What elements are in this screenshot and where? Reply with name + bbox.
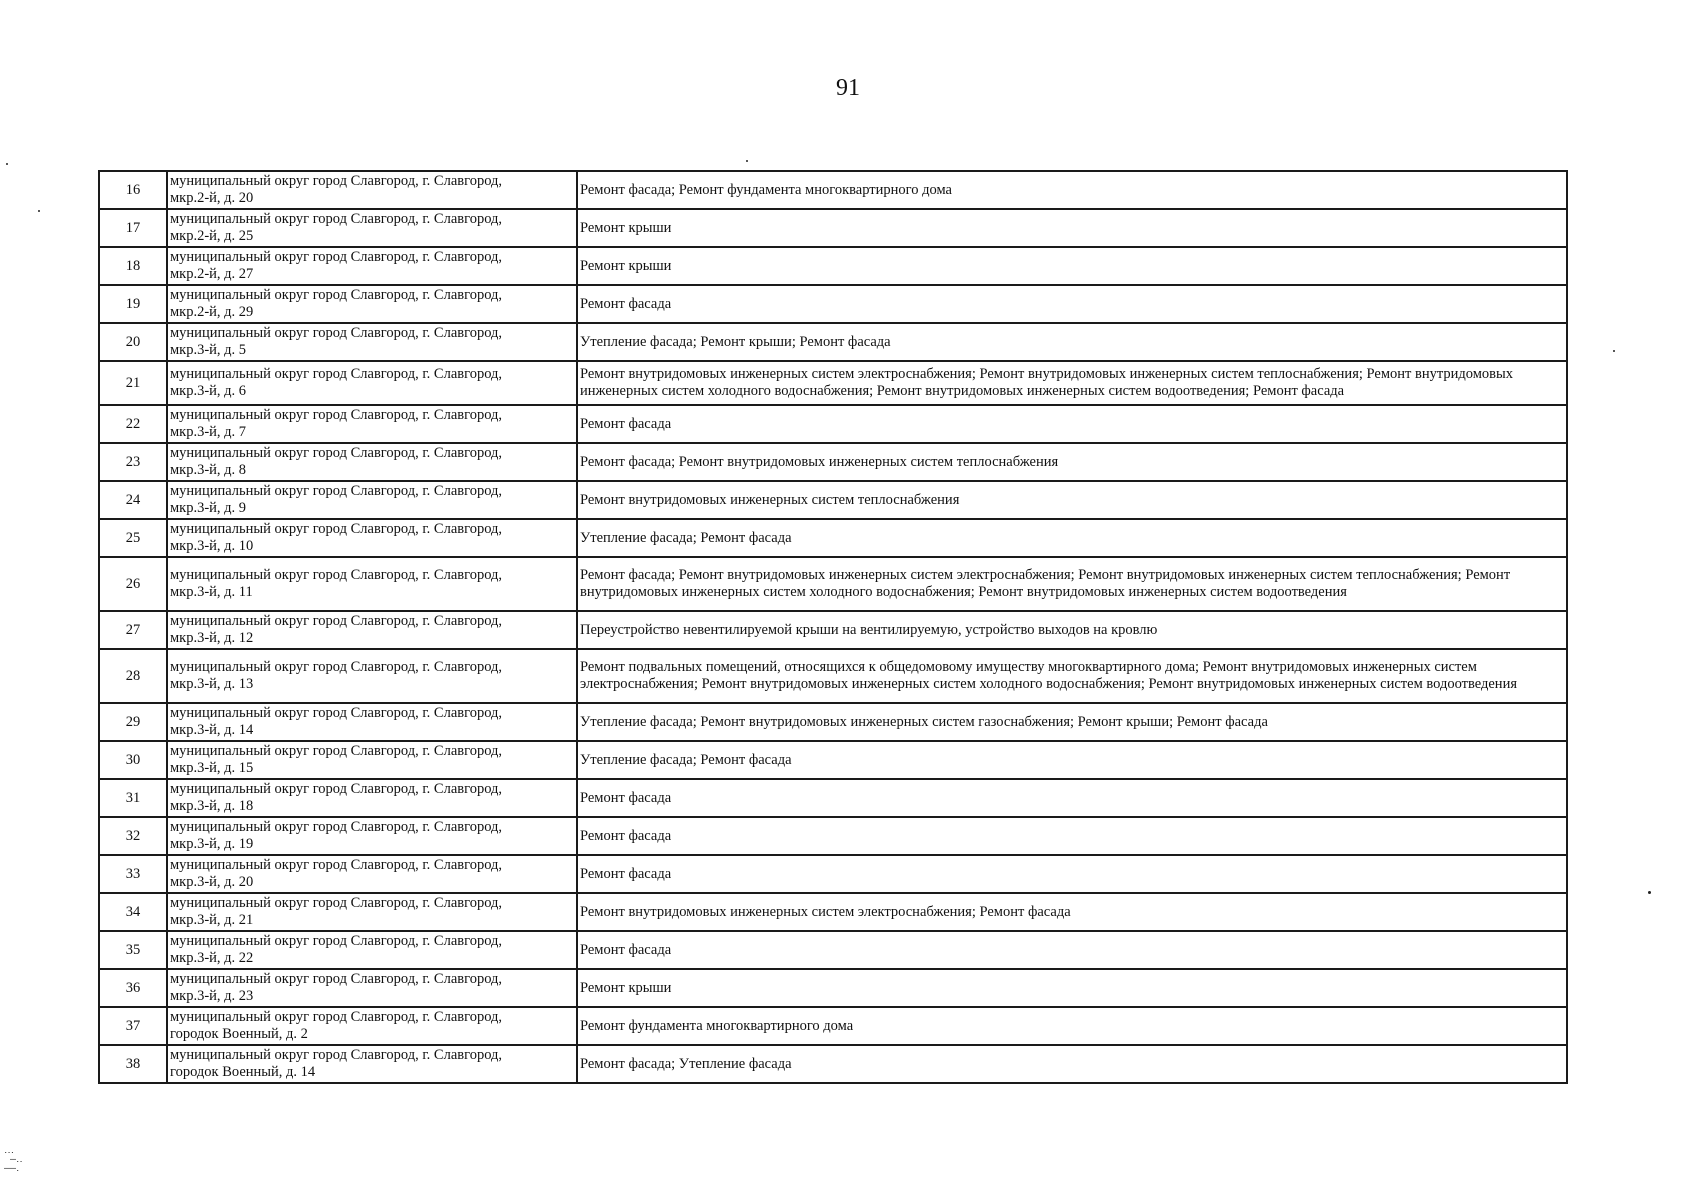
work-types-cell: Ремонт фасада [577,855,1567,893]
page-number: 91 [836,75,860,101]
address-line-municipality: муниципальный округ город Славгород, г. Славгород, [170,366,503,382]
table-row [99,443,1567,481]
address-line-municipality: муниципальный округ город Славгород, г. Славгород, [170,933,503,949]
table-row [99,893,1567,931]
row-number: 36 [99,969,167,1007]
table-row [99,741,1567,779]
address-cell [167,1007,577,1045]
address-cell [167,779,577,817]
table-row [99,649,1567,703]
address-line-municipality: муниципальный округ город Славгород, г. Славгород, [170,567,503,583]
row-number: 19 [99,285,167,323]
address-cell [167,247,577,285]
address-line-building: мкр.3-й, д. 6 [170,383,247,399]
row-number: 31 [99,779,167,817]
scan-speck [1648,891,1651,894]
row-number: 24 [99,481,167,519]
table-row [99,481,1567,519]
address-cell [167,611,577,649]
work-types-cell: Ремонт фасада; Утепление фасада [577,1045,1567,1083]
table-row [99,519,1567,557]
row-number: 23 [99,443,167,481]
address-cell [167,405,577,443]
address-line-municipality: муниципальный округ город Славгород, г. Славгород, [170,781,503,797]
row-number: 16 [99,171,167,209]
work-types-cell: Ремонт фасада [577,285,1567,323]
address-cell [167,855,577,893]
row-number: 38 [99,1045,167,1083]
row-number: 21 [99,361,167,405]
address-cell [167,649,577,703]
row-number: 22 [99,405,167,443]
row-number: 35 [99,931,167,969]
address-line-municipality: муниципальный округ город Славгород, г. Славгород, [170,325,503,341]
work-types-cell: Переустройство невентилируемой крыши на вентилируемую, устройство выходов на кровлю [577,611,1567,649]
table-row [99,779,1567,817]
address-cell [167,741,577,779]
address-cell [167,443,577,481]
address-cell [167,703,577,741]
row-number: 20 [99,323,167,361]
address-line-building: мкр.3-й, д. 19 [170,836,254,852]
table-row [99,557,1567,611]
address-line-building: мкр.3-й, д. 22 [170,950,254,966]
address-line-municipality: муниципальный округ город Славгород, г. Славгород, [170,287,503,303]
address-line-municipality: муниципальный округ город Славгород, г. Славгород, [170,211,503,227]
address-line-municipality: муниципальный округ город Славгород, г. Славгород, [170,971,503,987]
address-line-municipality: муниципальный округ город Славгород, г. Славгород, [170,173,503,189]
address-line-building: мкр.3-й, д. 14 [170,722,254,738]
address-line-building: мкр.3-й, д. 20 [170,874,254,890]
work-types-cell: Ремонт фасада [577,931,1567,969]
address-line-municipality: муниципальный округ город Славгород, г. Славгород, [170,445,503,461]
scan-speck [6,163,8,165]
address-line-building: мкр.3-й, д. 23 [170,988,254,1004]
address-line-municipality: муниципальный округ город Славгород, г. Славгород, [170,857,503,873]
work-types-cell: Ремонт внутридомовых инженерных систем электроснабжения; Ремонт внутридомовых инженерных систем теплоснабжения; Ремонт внутридомовых инженерных систем холодного водоснабжения; Ремонт внутридомовых инженерных систем водоотведения; Ремонт фасада [577,361,1567,405]
address-cell [167,931,577,969]
work-types-cell: Утепление фасада; Ремонт крыши; Ремонт фасада [577,323,1567,361]
table-row [99,285,1567,323]
table-row [99,817,1567,855]
address-line-municipality: муниципальный округ город Славгород, г. Славгород, [170,521,503,537]
row-number: 32 [99,817,167,855]
work-types-cell: Ремонт внутридомовых инженерных систем электроснабжения; Ремонт фасада [577,893,1567,931]
address-line-municipality: муниципальный округ город Славгород, г. Славгород, [170,407,503,423]
address-cell [167,361,577,405]
address-cell [167,481,577,519]
table-row [99,931,1567,969]
address-line-building: мкр.2-й, д. 27 [170,266,254,282]
row-number: 30 [99,741,167,779]
address-line-building: мкр.3-й, д. 5 [170,342,247,358]
address-cell [167,519,577,557]
address-line-building: мкр.2-й, д. 25 [170,228,254,244]
address-cell [167,209,577,247]
address-cell [167,323,577,361]
table-row [99,969,1567,1007]
address-line-building: мкр.2-й, д. 20 [170,190,254,206]
address-line-building: мкр.3-й, д. 9 [170,500,247,516]
row-number: 26 [99,557,167,611]
work-types-cell: Ремонт подвальных помещений, относящихся к общедомовому имуществу многоквартирного дома; Ремонт внутридомовых инженерных систем электроснабжения; Ремонт внутридомовых инженерных систем холодного водоснабжения; Ремонт внутридомовых инженерных систем водоотведения [577,649,1567,703]
scan-speck [746,160,748,162]
address-line-municipality: муниципальный округ город Славгород, г. Славгород, [170,743,503,759]
address-cell [167,557,577,611]
table-row [99,171,1567,209]
address-line-municipality: муниципальный округ город Славгород, г. Славгород, [170,1047,503,1063]
address-line-building: мкр.2-й, д. 29 [170,304,254,320]
address-line-building: мкр.3-й, д. 12 [170,630,254,646]
row-number: 25 [99,519,167,557]
table-row [99,703,1567,741]
work-types-cell: Ремонт фасада [577,405,1567,443]
row-number: 37 [99,1007,167,1045]
table-row [99,323,1567,361]
address-line-building: мкр.3-й, д. 7 [170,424,247,440]
scan-speck [1613,350,1615,352]
work-types-cell: Ремонт фасада; Ремонт внутридомовых инженерных систем электроснабжения; Ремонт внутридомовых инженерных систем теплоснабжения; Ремонт внутридомовых инженерных систем холодного водоснабжения; Ремонт внутридомовых инженерных систем водоотведения [577,557,1567,611]
work-types-cell: Ремонт крыши [577,209,1567,247]
address-line-building: мкр.3-й, д. 10 [170,538,254,554]
address-line-building: городок Военный, д. 2 [170,1026,308,1042]
work-types-cell: Ремонт крыши [577,247,1567,285]
table-row [99,611,1567,649]
work-types-cell: Ремонт фасада [577,779,1567,817]
work-types-cell: Ремонт внутридомовых инженерных систем теплоснабжения [577,481,1567,519]
table-row [99,1007,1567,1045]
row-number: 18 [99,247,167,285]
work-types-cell: Ремонт фасада; Ремонт внутридомовых инженерных систем теплоснабжения [577,443,1567,481]
row-number: 34 [99,893,167,931]
address-line-building: мкр.3-й, д. 21 [170,912,254,928]
table-row [99,247,1567,285]
address-line-municipality: муниципальный округ город Славгород, г. Славгород, [170,1009,503,1025]
work-types-cell: Ремонт крыши [577,969,1567,1007]
work-types-cell: Утепление фасада; Ремонт фасада [577,741,1567,779]
address-line-municipality: муниципальный округ город Славгород, г. Славгород, [170,249,503,265]
address-line-building: мкр.3-й, д. 15 [170,760,254,776]
row-number: 33 [99,855,167,893]
table-row [99,209,1567,247]
work-types-cell: Ремонт фасада [577,817,1567,855]
row-number: 28 [99,649,167,703]
address-cell [167,817,577,855]
work-types-cell: Утепление фасада; Ремонт фасада [577,519,1567,557]
address-cell [167,893,577,931]
scan-corner-mark: ․․․ —․․ ——․ [4,1145,23,1174]
address-line-municipality: муниципальный округ город Славгород, г. Славгород, [170,659,503,675]
work-types-cell: Ремонт фасада; Ремонт фундамента многоквартирного дома [577,171,1567,209]
work-types-cell: Утепление фасада; Ремонт внутридомовых инженерных систем газоснабжения; Ремонт крыши; Ремонт фасада [577,703,1567,741]
address-line-municipality: муниципальный округ город Славгород, г. Славгород, [170,613,503,629]
address-line-municipality: муниципальный округ город Славгород, г. Славгород, [170,705,503,721]
address-line-building: мкр.3-й, д. 8 [170,462,247,478]
row-number: 29 [99,703,167,741]
table-row [99,405,1567,443]
address-line-municipality: муниципальный округ город Славгород, г. Славгород, [170,819,503,835]
table-row [99,361,1567,405]
row-number: 27 [99,611,167,649]
address-line-building: мкр.3-й, д. 11 [170,584,253,600]
scan-speck [38,210,40,212]
work-types-cell: Ремонт фундамента многоквартирного дома [577,1007,1567,1045]
row-number: 17 [99,209,167,247]
address-cell [167,1045,577,1083]
table-row [99,855,1567,893]
address-line-municipality: муниципальный округ город Славгород, г. Славгород, [170,895,503,911]
table-row [99,1045,1567,1083]
address-line-building: мкр.3-й, д. 13 [170,676,254,692]
repair-works-table [98,170,1568,1084]
address-cell [167,171,577,209]
address-line-municipality: муниципальный округ город Славгород, г. Славгород, [170,483,503,499]
address-line-building: городок Военный, д. 14 [170,1064,316,1080]
address-cell [167,285,577,323]
address-cell [167,969,577,1007]
address-line-building: мкр.3-й, д. 18 [170,798,254,814]
